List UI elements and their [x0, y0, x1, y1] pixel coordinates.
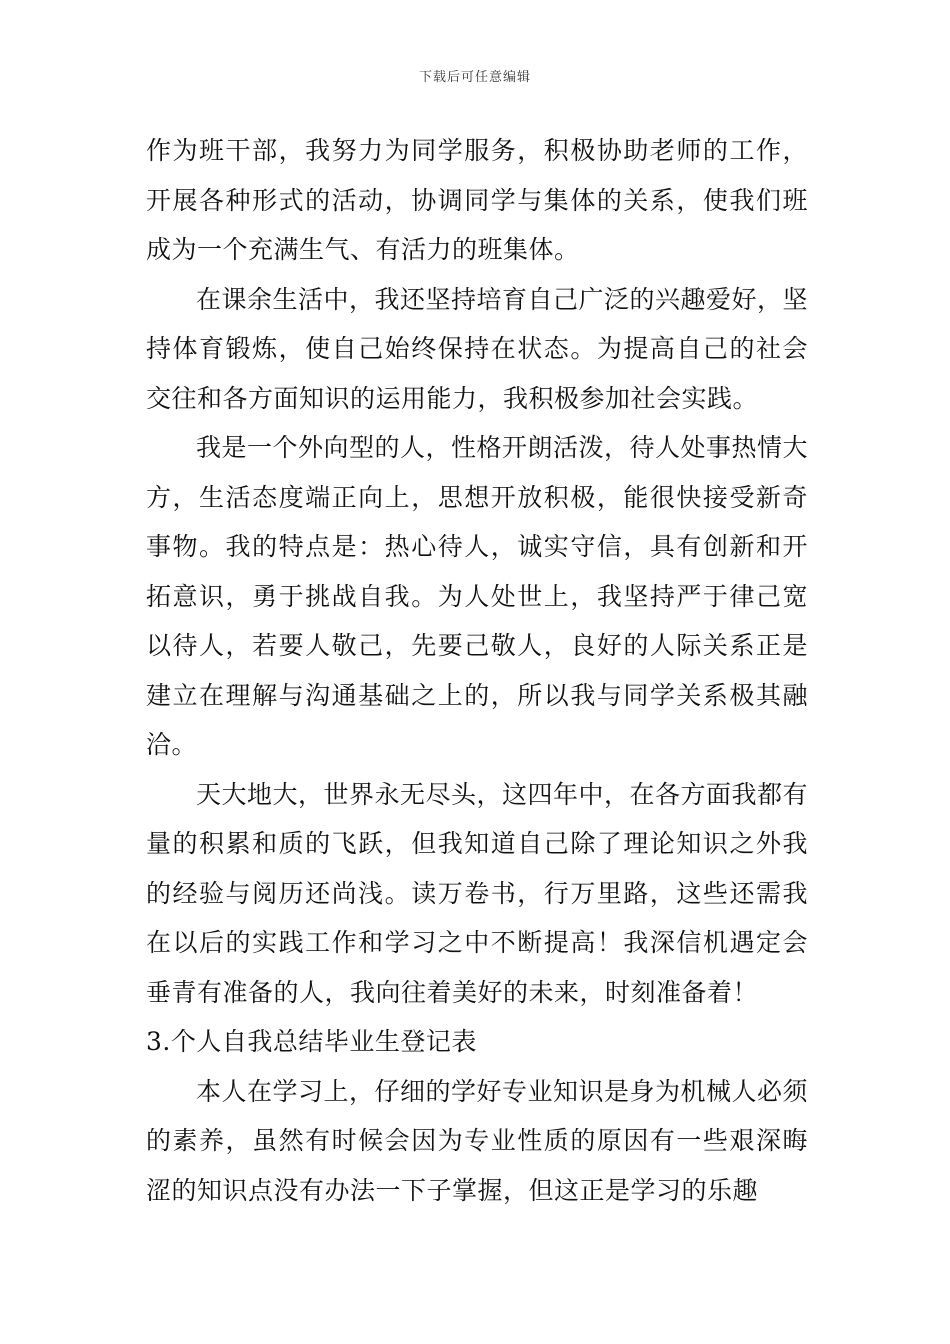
paragraph-personality: 我是一个外向型的人，性格开朗活泼，待人处事热情大方，生活态度端正向上，思想开放积极，能很快接受新奇事物。我的特点是：热心待人，诚实守信，具有创新和开拓意识，勇于挑战自我。为人处世上，我坚持严于律己宽以待人，若要人敬己，先要己敬人，良好的人际关系正是建立在理解与沟通基础之上的，所以我与同学关系极其融洽。	[146, 433, 809, 759]
paragraph-future: 天大地大，世界永无尽头，这四年中，在各方面我都有量的积累和质的飞跃，但我知道自己除了理论知识之外我的经验与阅历还尚浅。读万卷书，行万里路，这些还需我在以后的实践工作和学习之中不断提高！我深信机遇定会垂青有准备的人，我向往着美好的未来，时刻准备着！	[146, 779, 809, 1007]
paragraph-class-cadre: 作为班干部，我努力为同学服务，积极协助老师的工作，开展各种形式的活动，协调同学与集体的关系，使我们班成为一个充满生气、有活力的班集体。	[146, 136, 808, 264]
document-body	[146, 126, 808, 1215]
page-header: 下载后可任意编辑	[418, 70, 531, 85]
paragraph-extracurricular: 在课余生活中，我还坚持培育自己广泛的兴趣爱好，坚持体育锻炼，使自己始终保持在状态。为提高自己的社会交往和各方面知识的运用能力，我积极参加社会实践。	[146, 284, 809, 413]
section-heading: 3.个人自我总结毕业生登记表	[146, 1027, 477, 1056]
paragraph-study: 本人在学习上，仔细的学好专业知识是身为机械人必须的素养，虽然有时候会因为专业性质的原因有一些艰深晦涩的知识点没有办法一下子掌握，但这正是学习的乐趣	[146, 1076, 809, 1205]
